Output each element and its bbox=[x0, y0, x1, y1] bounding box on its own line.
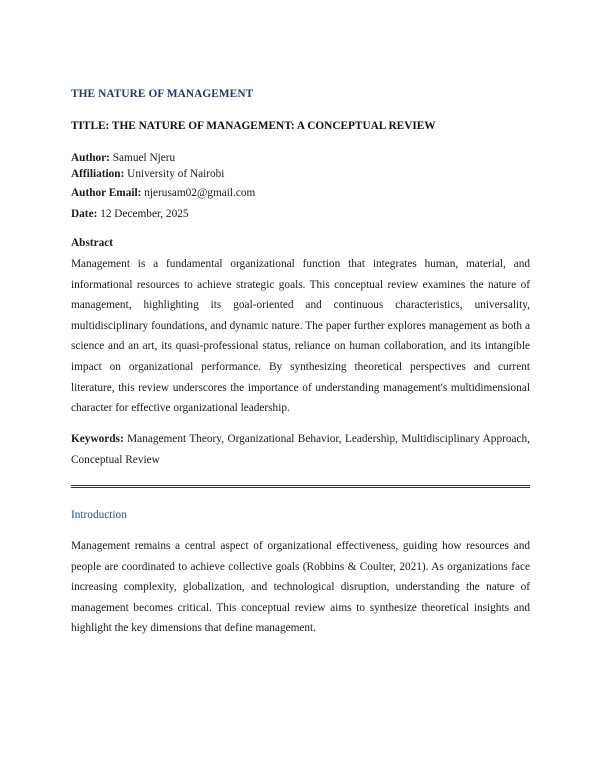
introduction-body: Management remains a central aspect of organizational effectiveness, guiding how resources and people are coordinated to achieve collective goals (Robbins & Coulter, 2021). As organizations face increasing complexity, globalization, and technological disruption, understanding the nature of management becomes critical. This conceptual review aims to synthesize theoretical insights and highlight the key dimensions that define management. bbox=[71, 540, 530, 635]
affiliation-label: Affiliation: bbox=[71, 168, 125, 180]
running-header-title: THE NATURE OF MANAGEMENT bbox=[71, 88, 254, 100]
email-value: njerusam02@gmail.com bbox=[144, 187, 256, 199]
keywords-text: Management Theory, Organizational Behavior, Leadership, Multidisciplinary Approach, Conceptual Review bbox=[71, 433, 530, 466]
introduction-heading: Introduction bbox=[71, 509, 127, 521]
date-label: Date: bbox=[71, 208, 98, 220]
paper-title: TITLE: THE NATURE OF MANAGEMENT: A CONCEPTUAL REVIEW bbox=[71, 120, 436, 132]
affiliation-value: University of Nairobi bbox=[127, 168, 225, 180]
author-label: Author: bbox=[71, 152, 110, 164]
author-value: Samuel Njeru bbox=[112, 152, 176, 164]
abstract-body: Management is a fundamental organizational function that integrates human, material, and informational resources to achieve strategic goals. This conceptual review examines the nature of management, highlighting its goal-oriented and continuous characteristics, universality, multidisciplinary foundations, and dynamic nature. The paper further explores management as both a science and an art, its quasi-professional status, reliance on human collaboration, and its intangible impact on organizational performance. By synthesizing theoretical perspectives and current literature, this review underscores the importance of understanding management's multidimensional character for effective organizational leadership. bbox=[71, 258, 530, 415]
email-label: Author Email: bbox=[71, 187, 142, 199]
date-line bbox=[71, 208, 189, 220]
keywords-block bbox=[71, 429, 530, 470]
date-value: 12 December, 2025 bbox=[100, 208, 189, 220]
section-divider bbox=[71, 485, 530, 488]
affiliation-line bbox=[71, 168, 224, 180]
email-line bbox=[71, 187, 255, 199]
abstract-heading: Abstract bbox=[71, 237, 114, 249]
author-line bbox=[71, 152, 175, 164]
keywords-label: Keywords: bbox=[71, 433, 124, 445]
